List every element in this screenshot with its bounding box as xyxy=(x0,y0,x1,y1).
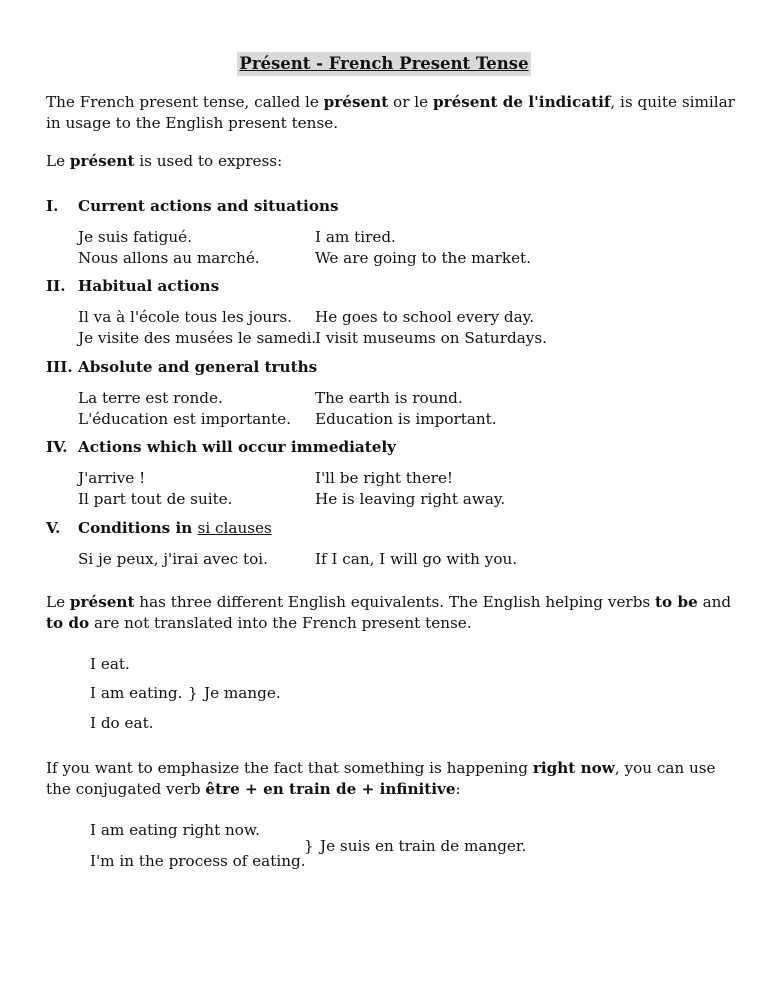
section-title: Absolute and general truths xyxy=(78,358,318,376)
section-title: Actions which will occur immediately xyxy=(78,438,396,456)
french-equivalent: Je suis en train de manger. xyxy=(320,837,527,855)
english-translation: If I can, I will go with you. xyxy=(315,550,518,568)
english-translation: The earth is round. xyxy=(315,389,463,407)
french-example: La terre est ronde. xyxy=(78,389,223,407)
english-example: I am eating. xyxy=(90,684,183,702)
french-example: Si je peux, j'irai avec toi. xyxy=(78,550,268,568)
english-translation: He goes to school every day. xyxy=(315,308,535,326)
french-example: Il part tout de suite. xyxy=(78,490,233,508)
english-translation: We are going to the market. xyxy=(315,249,531,267)
usage-paragraph: Le présent is used to express: xyxy=(46,152,283,170)
section-title: Habitual actions xyxy=(78,277,220,295)
section-number: II. xyxy=(46,277,66,295)
brace-symbol: } xyxy=(304,837,314,855)
term-present-indicatif: présent de l'indicatif xyxy=(432,93,611,111)
page-title: Présent - French Present Tense xyxy=(237,52,530,76)
english-example: I eat. xyxy=(90,655,130,673)
term-present: présent xyxy=(323,93,389,111)
english-translation: Education is important. xyxy=(315,410,497,428)
section-title: Conditions in si clauses xyxy=(78,519,272,537)
french-example: Je visite des musées le samedi. xyxy=(78,329,317,347)
section-number: IV. xyxy=(46,438,68,456)
english-translation: I am tired. xyxy=(315,228,396,246)
french-example: Nous allons au marché. xyxy=(78,249,260,267)
french-example: L'éducation est importante. xyxy=(78,410,291,428)
english-translation: I visit museums on Saturdays. xyxy=(315,329,547,347)
english-translation: I'll be right there! xyxy=(315,469,454,487)
section-title: Current actions and situations xyxy=(78,197,339,215)
french-example: Je suis fatigué. xyxy=(78,228,192,246)
brace-symbol: } xyxy=(188,684,198,702)
english-example: I am eating right now. xyxy=(90,821,260,839)
section-number: I. xyxy=(46,197,59,215)
french-example: J'arrive ! xyxy=(78,469,146,487)
emphasis-paragraph: If you want to emphasize the fact that something is happening right now, you can use the conjugated verb être + en train de + infinitive: xyxy=(46,759,716,798)
english-example: I do eat. xyxy=(90,714,154,732)
si-clauses-term: si clauses xyxy=(197,519,272,537)
section-number: III. xyxy=(46,358,73,376)
section-number: V. xyxy=(46,519,61,537)
french-example: Il va à l'école tous les jours. xyxy=(78,308,293,326)
intro-paragraph: The French present tense, called le présent or le présent de l'indicatif, is quite similar in usage to the English present tense. xyxy=(46,93,735,132)
equivalents-paragraph: Le présent has three different English equivalents. The English helping verbs to be and to do are not translated into the French present tense. xyxy=(46,593,732,632)
english-example: I'm in the process of eating. xyxy=(90,852,306,870)
french-equivalent: Je mange. xyxy=(204,684,281,702)
english-translation: He is leaving right away. xyxy=(315,490,506,508)
